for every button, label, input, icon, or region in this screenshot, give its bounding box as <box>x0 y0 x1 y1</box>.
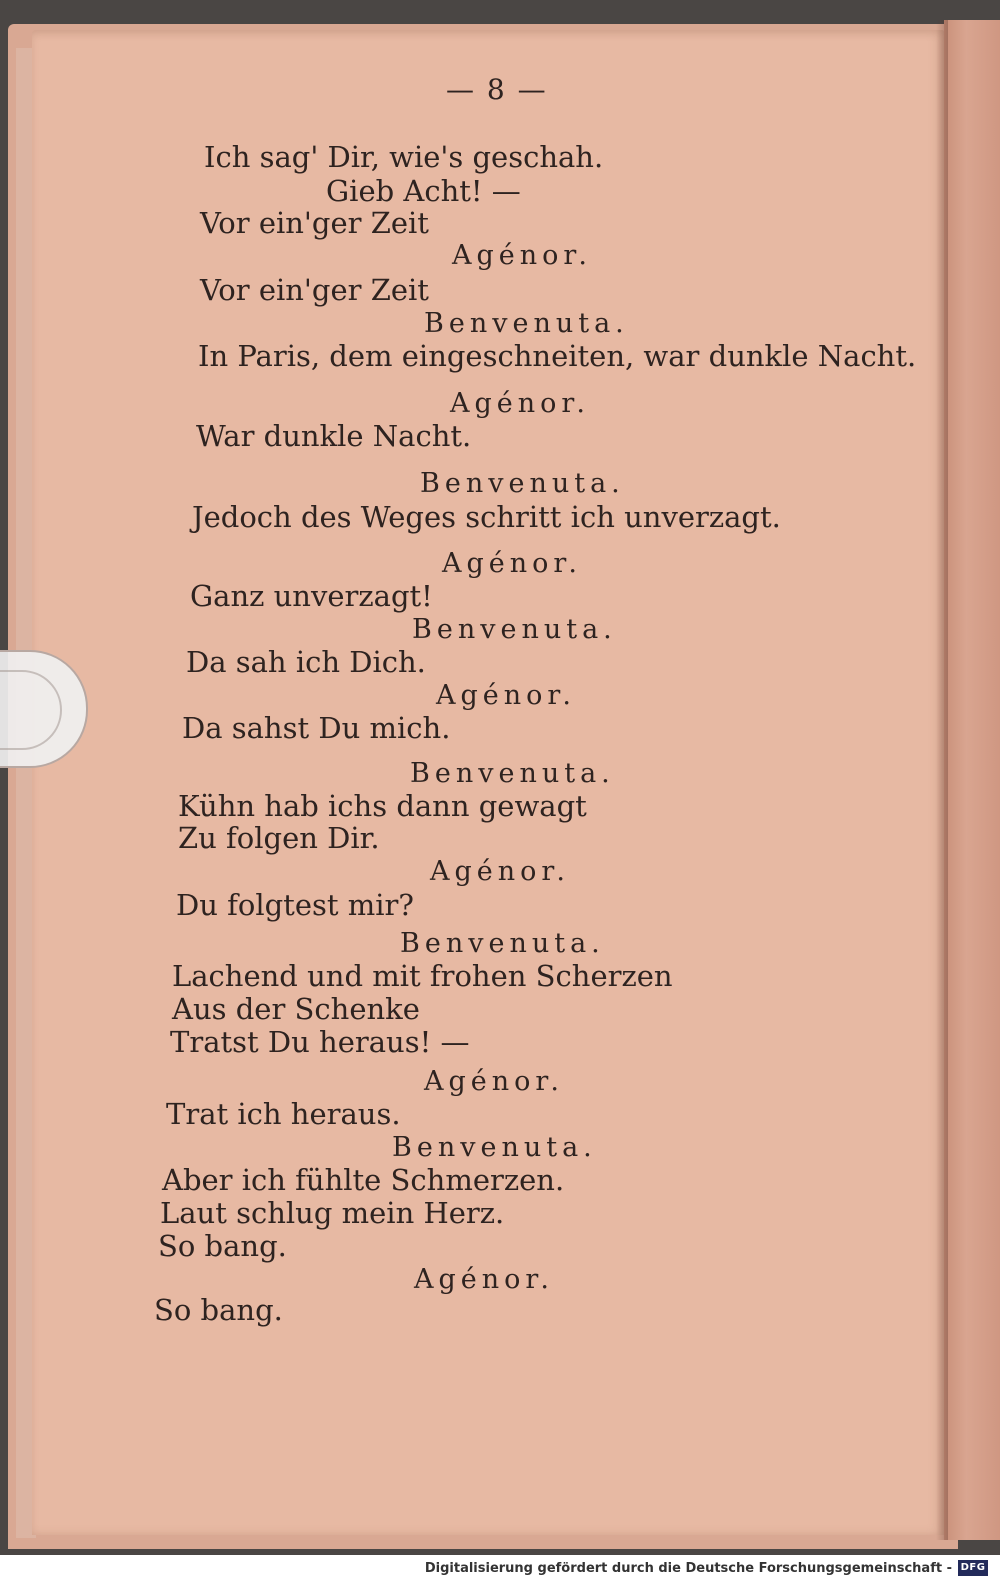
verse-line: Zu folgen Dir. <box>178 821 380 855</box>
verse-line: Da sah ich Dich. <box>186 645 426 679</box>
speaker-name: Benvenuta. <box>424 308 629 339</box>
speaker-name: Benvenuta. <box>400 928 605 959</box>
speaker-name: Agénor. <box>450 388 590 419</box>
speaker-name: Agénor. <box>424 1066 564 1097</box>
speaker-name: Benvenuta. <box>420 468 625 499</box>
speaker-name: Benvenuta. <box>410 758 615 789</box>
verse-line: Aber ich fühlte Schmerzen. <box>162 1163 565 1197</box>
verse-line: So bang. <box>158 1229 287 1263</box>
gutter-shadow <box>936 20 948 1540</box>
verse-line: Du folgtest mir? <box>176 888 414 922</box>
verse-line: Aus der Schenke <box>172 992 420 1026</box>
speaker-name: Agénor. <box>452 240 592 271</box>
dfg-logo: DFG <box>958 1560 988 1576</box>
next-page-edge <box>944 20 1000 1540</box>
footer-bar <box>0 1555 1000 1587</box>
speaker-name: Agénor. <box>436 680 576 711</box>
verse-line: Lachend und mit frohen Scherzen <box>172 959 673 993</box>
verse-line: So bang. <box>154 1293 283 1327</box>
verse-line: Gieb Acht! — <box>326 174 521 208</box>
speaker-name: Agénor. <box>430 856 570 887</box>
verse-line: In Paris, dem eingeschneiten, war dunkle Nacht. <box>198 339 917 373</box>
verse-line: War dunkle Nacht. <box>196 419 472 453</box>
verse-line: Jedoch des Weges schritt ich unverzagt. <box>192 500 781 534</box>
speaker-name: Agénor. <box>414 1264 554 1295</box>
speaker-name: Benvenuta. <box>392 1132 597 1163</box>
verse-line: Laut schlug mein Herz. <box>160 1196 505 1230</box>
verse-line: Ich sag' Dir, wie's geschah. <box>204 140 604 174</box>
verse-line: Da sahst Du mich. <box>182 711 451 745</box>
verse-line: Vor ein'ger Zeit <box>200 206 429 240</box>
verse-line: Ganz unverzagt! <box>190 579 433 613</box>
page-number: — 8 — <box>446 73 548 106</box>
speaker-name: Agénor. <box>442 548 582 579</box>
verse-line: Tratst Du heraus! — <box>170 1025 470 1059</box>
digitization-credit: Digitalisierung gefördert durch die Deutsche Forschungsgemeinschaft - <box>424 1561 952 1576</box>
verse-line: Trat ich heraus. <box>166 1097 401 1131</box>
speaker-name: Benvenuta. <box>412 614 617 645</box>
verse-line: Kühn hab ichs dann gewagt <box>178 789 587 823</box>
verse-line: Vor ein'ger Zeit <box>200 273 429 307</box>
